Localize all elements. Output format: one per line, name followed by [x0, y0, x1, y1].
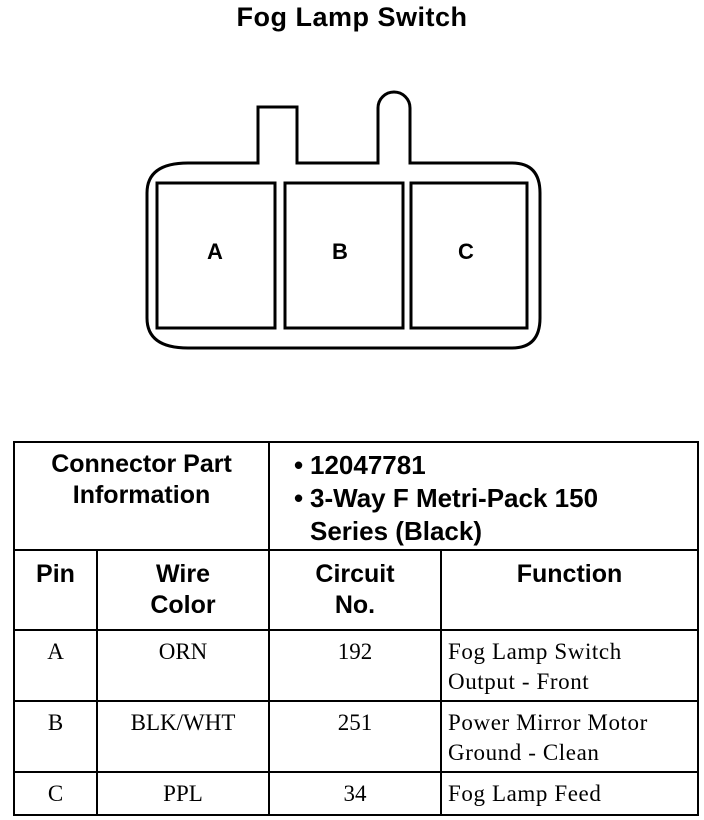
wire-color-cell: PPL	[97, 772, 269, 815]
header-wire-color: Wire Color	[97, 550, 269, 630]
function-cell: Power Mirror Motor Ground - Clean	[441, 701, 698, 772]
header-function: Function	[441, 550, 698, 630]
bullet-icon: •	[294, 483, 304, 513]
circuit-cell: 192	[269, 630, 441, 701]
table-row	[14, 772, 698, 815]
connector-part-info-values: • 12047781 • 3-Way F Metri-Pack 150 Series (Black)	[269, 442, 698, 550]
cavity-label-c: C	[458, 239, 474, 264]
header-pin: Pin	[14, 550, 97, 630]
circuit-cell: 251	[269, 701, 441, 772]
circuit-cell: 34	[269, 772, 441, 815]
wire-color-cell: BLK/WHT	[97, 701, 269, 772]
cavity-label-b: B	[332, 239, 348, 264]
connector-part-info-label: Connector Part Information	[14, 442, 269, 550]
function-cell: Fog Lamp Switch Output - Front	[441, 630, 698, 701]
cavity-label-a: A	[207, 239, 223, 264]
connector-outline	[147, 92, 540, 348]
wire-color-cell: ORN	[97, 630, 269, 701]
pin-cell: C	[14, 772, 97, 815]
diagram-title: Fog Lamp Switch	[236, 2, 468, 32]
column-header-row	[14, 550, 698, 630]
header-circuit: Circuit No.	[269, 550, 441, 630]
function-cell: Fog Lamp Feed	[441, 772, 698, 815]
pin-cell: B	[14, 701, 97, 772]
pin-cell: A	[14, 630, 97, 701]
part-description: • 3-Way F Metri-Pack 150	[294, 483, 599, 513]
bullet-icon: •	[294, 450, 304, 480]
table-row	[14, 701, 698, 772]
table-row	[14, 630, 698, 701]
part-number: • 12047781	[294, 450, 426, 480]
connector-info-table	[13, 441, 699, 816]
